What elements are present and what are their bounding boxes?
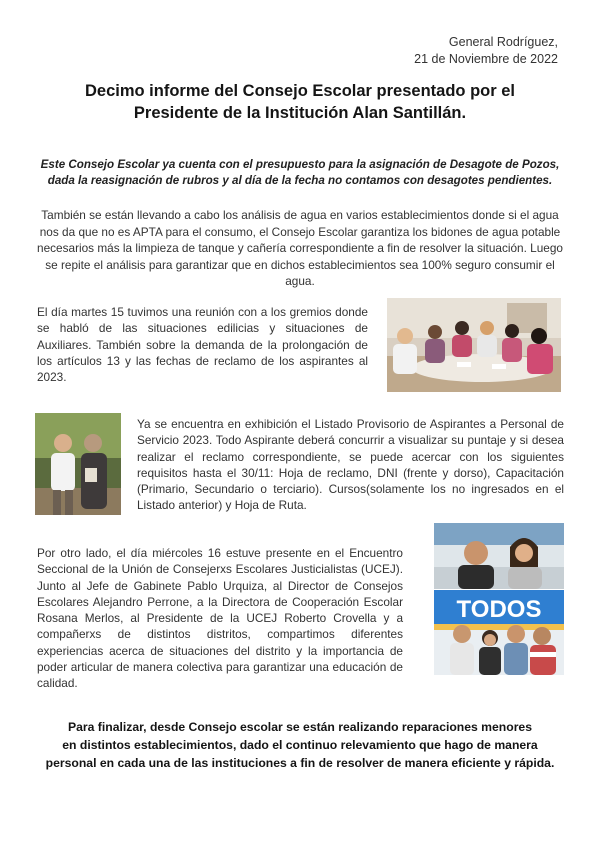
title-line-2: Presidente de la Institución Alan Santillán. <box>133 104 467 122</box>
intro-line-1: Este Consejo Escolar ya cuenta con el presupuesto para la asignación de Desagote de Pozos, <box>40 158 560 171</box>
group-banner-photo <box>434 590 564 675</box>
intro-paragraph <box>34 157 566 189</box>
selfie-photo <box>434 523 564 589</box>
banner-text: TODOS <box>456 596 542 623</box>
provisional-list-paragraph: Ya se encuentra en exhibición el Listado Provisorio de Aspirantes a Personal de Servicio 2023. Todo Aspirante deberá concurrir a visualizar su puntaje y si desea realizar el reclamo correspondiente, se puede acercar con los siguientes requisitos hasta el 30/11: Hoja de reclamo, DNI (frente y dorso), Capacitación (Primario, Secundario o terciario). Cursos(solamente los no ingresados en el Listado anterior) y Hoja de Ruta. <box>137 417 564 513</box>
closing-line-3: personal en cada una de las instituciones a fin de resolver de manera eficiente y rápida. <box>45 756 555 770</box>
title-line-1: Decimo informe del Consejo Escolar presentado por el <box>84 82 516 100</box>
location-text: General Rodríguez, <box>448 35 558 49</box>
date-text: 21 de Noviembre de 2022 <box>414 52 558 66</box>
union-meeting-paragraph: El día martes 15 tuvimos una reunión con a los gremios donde se habló de las situaciones edilicias y situaciones de Auxiliares. También sobre la demanda de la prolongación de los artículos 13 y las fechas de reclamo de los aspirantes al 2023. <box>37 305 368 385</box>
aspirants-photo <box>35 413 121 515</box>
date-block <box>414 34 558 68</box>
closing-paragraph <box>30 718 570 772</box>
report-title <box>40 80 560 124</box>
intro-line-2: dada la reasignación de rubros y al día de la fecha no contamos con desagotes pendientes. <box>47 174 553 187</box>
water-analysis-paragraph: También se están llevando a cabo los análisis de agua en varios establecimientos donde si el agua nos da que no es APTA para el consumo, el Consejo Escolar garantiza los bidones de agua potable necesarios más la limpieza de tanque y cañería correspondiente a fin de resolver la situación. Luego se repite el análisis para garantizar que en dichos establecimientos sea 100% seguro consumir el agua. <box>37 208 563 288</box>
closing-line-1: Para finalizar, desde Consejo escolar se están realizando reparaciones menores <box>67 720 532 734</box>
closing-line-2: en distintos establecimientos, dado el continuo relevamiento que hago de manera <box>62 738 538 752</box>
meeting-photo <box>387 298 561 392</box>
ucej-meeting-paragraph: Por otro lado, el día miércoles 16 estuve presente en el Encuentro Seccional de la Unión de Consejerxs Escolares Justicialistas (UCEJ). Junto al Jefe de Gabinete Pablo Urquiza, al Director de Consejos Escolares Alejandro Perrone, a la Directora de Cooperación Escolar Rosana Merlos, al Presidente de la UCEJ Roberto Crovella y a compañerxs de distintos distritos, compartimos diferentes experiencias acerca de situaciones del distrito y la importancia de poder articular de manera colectiva para garantizar una educación de calidad. <box>37 546 403 691</box>
